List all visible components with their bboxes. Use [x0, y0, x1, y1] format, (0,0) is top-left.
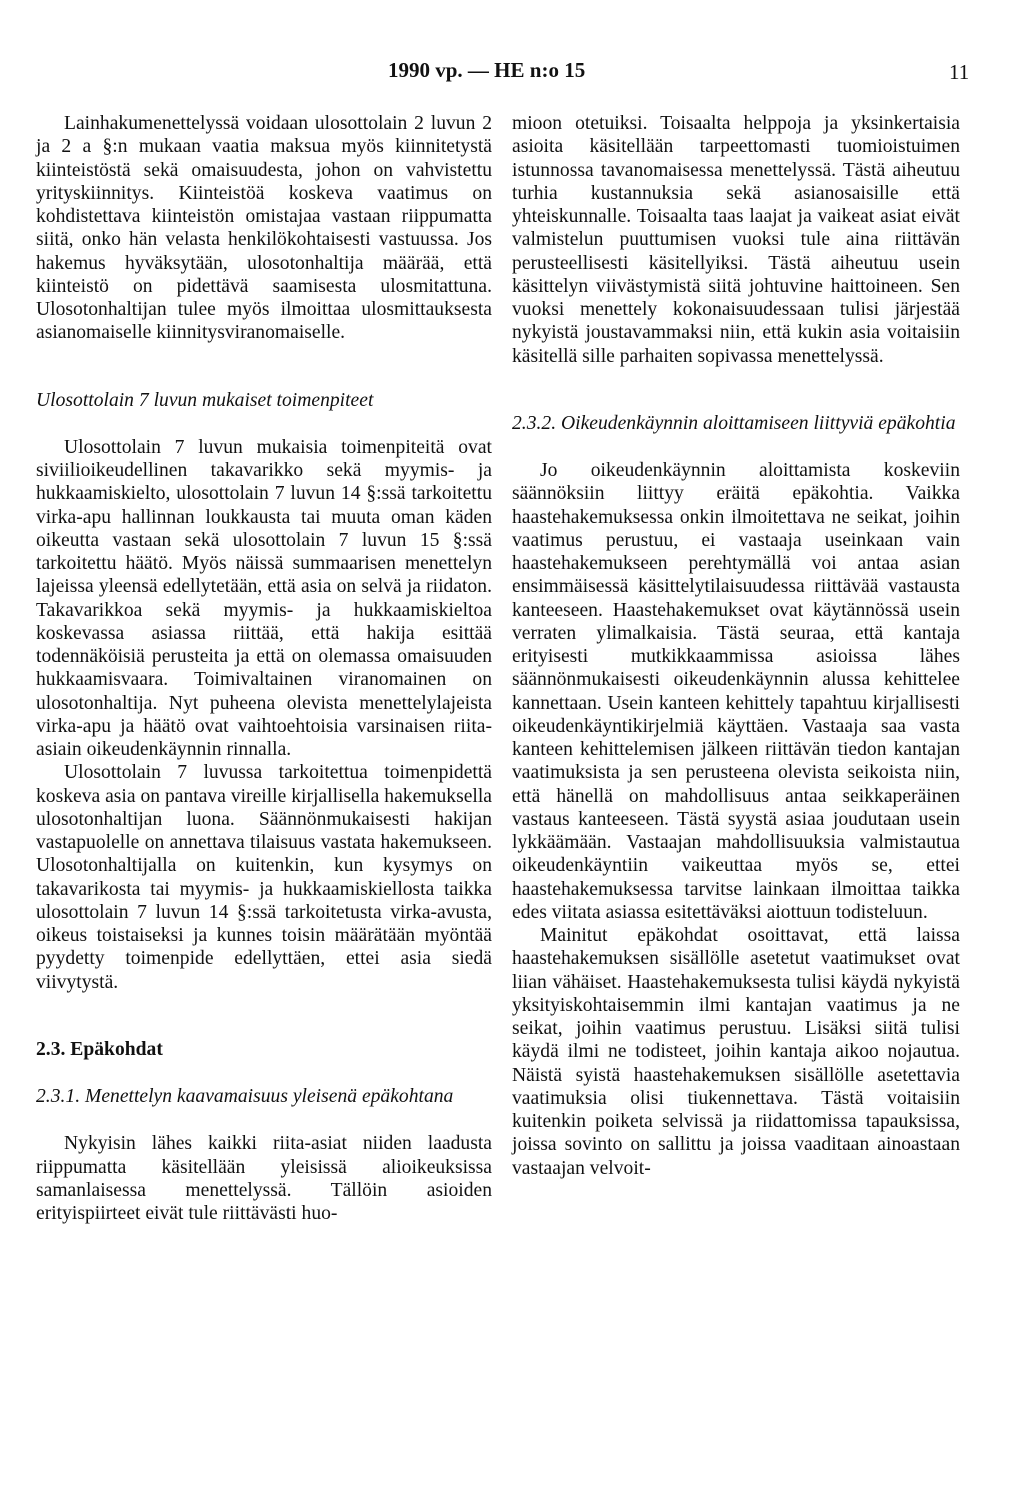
paragraph-lainhakumenettely: Lainhakumenettelyssä voidaan ulosottolain 2 luvun 2 ja 2 a §:n mukaan vaatia maksua myös kiinnitetystä kiinteistöstä sekä omaisuudesta, johon on vahvistettu yrityskiinnitys. Kiinteistöä koskeva vaatimus on kohdistettava kiinteistön omistajaa vastaan riippumatta siitä, onko hän velasta henkilökohtaisesti vastuussa. Jos hakemus hyväksytään, ulosotonhaltija määrää, että kiinteistö on pidettävä saamisesta ulosmitattuna. Ulosotonhaltijan tulee myös ilmoittaa ulosmittauksesta asianomaiselle kiinnitysviranomaiselle. — [36, 113, 492, 344]
paragraph-mainitut-epakohdat: Mainitut epäkohdat osoittavat, että laissa haastehakemuksen sisällölle asetetut vaatimukset ovat liian vähäiset. Haastehakemuksesta tulisi käydä nykyistä yksityiskohtaisemmin ilmi kantajan vaatimus ja ne seikat, joihin vaatimus perustuu. Lisäksi siitä tulisi käydä ilmi ne todisteet, joihin kantaja aikoo nojautua. Näistä syistä haastehakemuksen sisällölle asetettavia vaatimuksia olisi tiukennettava. Tästä voitaisiin kuitenkin poiketa selvissä ja riidattomissa tapauksissa, joissa sovinto on sallittu ja joissa vaaditaan ainoastaan vastaajan velvoit- — [512, 925, 960, 1179]
subsection-number: 2.3.1. — [36, 1086, 81, 1107]
subsection-number: 2.3.2. — [512, 412, 557, 434]
page-header — [0, 58, 1024, 88]
subsection-title: Oikeudenkäynnin aloittamiseen liittyviä epäkohtia — [561, 412, 956, 434]
paragraph-hakemus-vireille: Ulosottolain 7 luvussa tarkoitettua toimenpidettä koskeva asia on pantava vireille kirjallisella hakemuksella ulosotonhaltijan luona. Säännönmukaisesti hakijan vastapuolelle on annettava tilaisuus vastata hakemukseen. Ulosotonhaltijalla on kuitenkin, kun kysymys on takavarikosta tai myymis- ja hukkaamiskiellosta taikka ulosottolain 7 luvun 14 §:ssä tarkoitetusta virka-avusta, oikeus toistaiseksi ja kunnes toisin määrätään myöntää pyydetty toimenpide edellyttäen, ettei asia siedä viivytystä. — [36, 762, 492, 993]
section-heading-epakohdat: 2.3. Epäkohdat — [36, 1038, 163, 1060]
subsection-heading-2-3-1 — [36, 1085, 492, 1108]
paragraph-7-luvun-toimenpiteet: Ulosottolain 7 luvun mukaisia toimenpiteitä ovat siviilioikeudellinen takavarikko sekä myymis- ja hukkaamiskielto, ulosottolain 7 luvun 14 §:ssä tarkoitettu virka-apu hallinnan loukkausta tai muuta oman käden oikeutta vastaan sekä ulosottolain 7 luvun 15 §:ssä tarkoitettu häätö. Myös näissä summaarisen menettelyn lajeissa yleensä edellytetään, että asia on selvä ja riidaton. Takavarikkoa sekä myymis- ja hukkaamiskieltoa koskevassa asiassa riittää, että hakija esittää todennäköisiä perusteita ja että on olemassa omaisuuden hukkaamisvaara. Toimivaltainen viranomainen on ulosotonhaltija. Nyt puheena olevista menettelylajeista virka-apu ja häätö ovat vaihtoehtoisia varsinaisen riita-asiain oikeudenkäynnin rinnalla. — [36, 436, 492, 760]
paragraph-continuation: mioon otetuiksi. Toisaalta helppoja ja yksinkertaisia asioita käsitellään tarpeettomasti tuomioistuimen istunnossa tavanomaisessa menettelyssä. Tästä aiheutuu turhia kustannuksia sekä asianosaisille että yhteiskunnalle. Toisaalta taas laajat ja vaikeat asiat eivät valmistelun puuttumisen vuoksi tule aina riittävän perusteellisesti käsitellyiksi. Tästä aiheutuu usein käsittelyn viivästymistä siitä johtuvine haittoineen. Sen vuoksi menettely kokonaisuudessaan tulisi järjestää nykyistä joustavammaksi niin, että kukin asia voitaisiin käsitellä sille parhaiten sopivassa menettelyssä. — [512, 113, 960, 367]
paragraph-riita-asiat: Nykyisin lähes kaikki riita-asiat niiden laadusta riippumatta käsitellään yleisissä alioikeuksissa samanlaisessa menettelyssä. Tällöin asioiden erityispiirteet eivät tule riittävästi huo- — [36, 1133, 492, 1224]
subsection-heading-2-3-2 — [512, 412, 960, 435]
paragraph-oikeudenkaynnin-aloittaminen: Jo oikeudenkäynnin aloittamista koskeviin säännöksiin liittyy eräitä epäkohtia. Vaikka haastehakemuksessa onkin ilmoitettava ne seikat, joihin vaatimus perustuu, ei vastaaja useinkaan vain haastehakemukseen perehtymällä voi antaa asian ensimmäisessä käsittelytilaisuudessa riittävää vastausta kanteeseen. Haastehakemukset ovat käytännössä usein verraten ylimalkaisia. Tästä seuraa, että kantaja erityisesti mutkikkaammissa asioissa lähes säännönmukaisesti oikeudenkäynnin alussa kehittelee kannettaan. Usein kanteen kehittely tapahtuu kirjallisesti oikeudenkäyntikirjelmiä käyttäen. Vastaaja saa vasta kanteen kehittelemisen jälkeen riittävän tiedon kantajan vaatimuksista ja sen perusteena olevista seikoista niin, että hänellä on mahdollisuus antaa seikkaperäinen vastaus kanteeseen. Tästä syystä asiaa joudutaan usein lykkäämään. Vastaajan mahdollisuuksia valmistautua oikeudenkäyntiin vaikeuttaa myös se, ettei haastehakemuksessa tarvitse lainkaan ilmoittaa taikka edes viitata asiassa esitettäväksi aiottuun todisteluun. — [512, 460, 960, 923]
running-header-title: 1990 vp. — HE n:o 15 — [388, 58, 586, 82]
section-heading-ulosottolain-7-luku: Ulosottolain 7 luvun mukaiset toimenpiteet — [36, 389, 374, 411]
left-column — [36, 112, 492, 1225]
page-number: 11 — [949, 60, 970, 84]
right-column — [512, 112, 960, 1180]
subsection-title: Menettelyn kaavamaisuus yleisenä epäkohtana — [85, 1086, 454, 1107]
